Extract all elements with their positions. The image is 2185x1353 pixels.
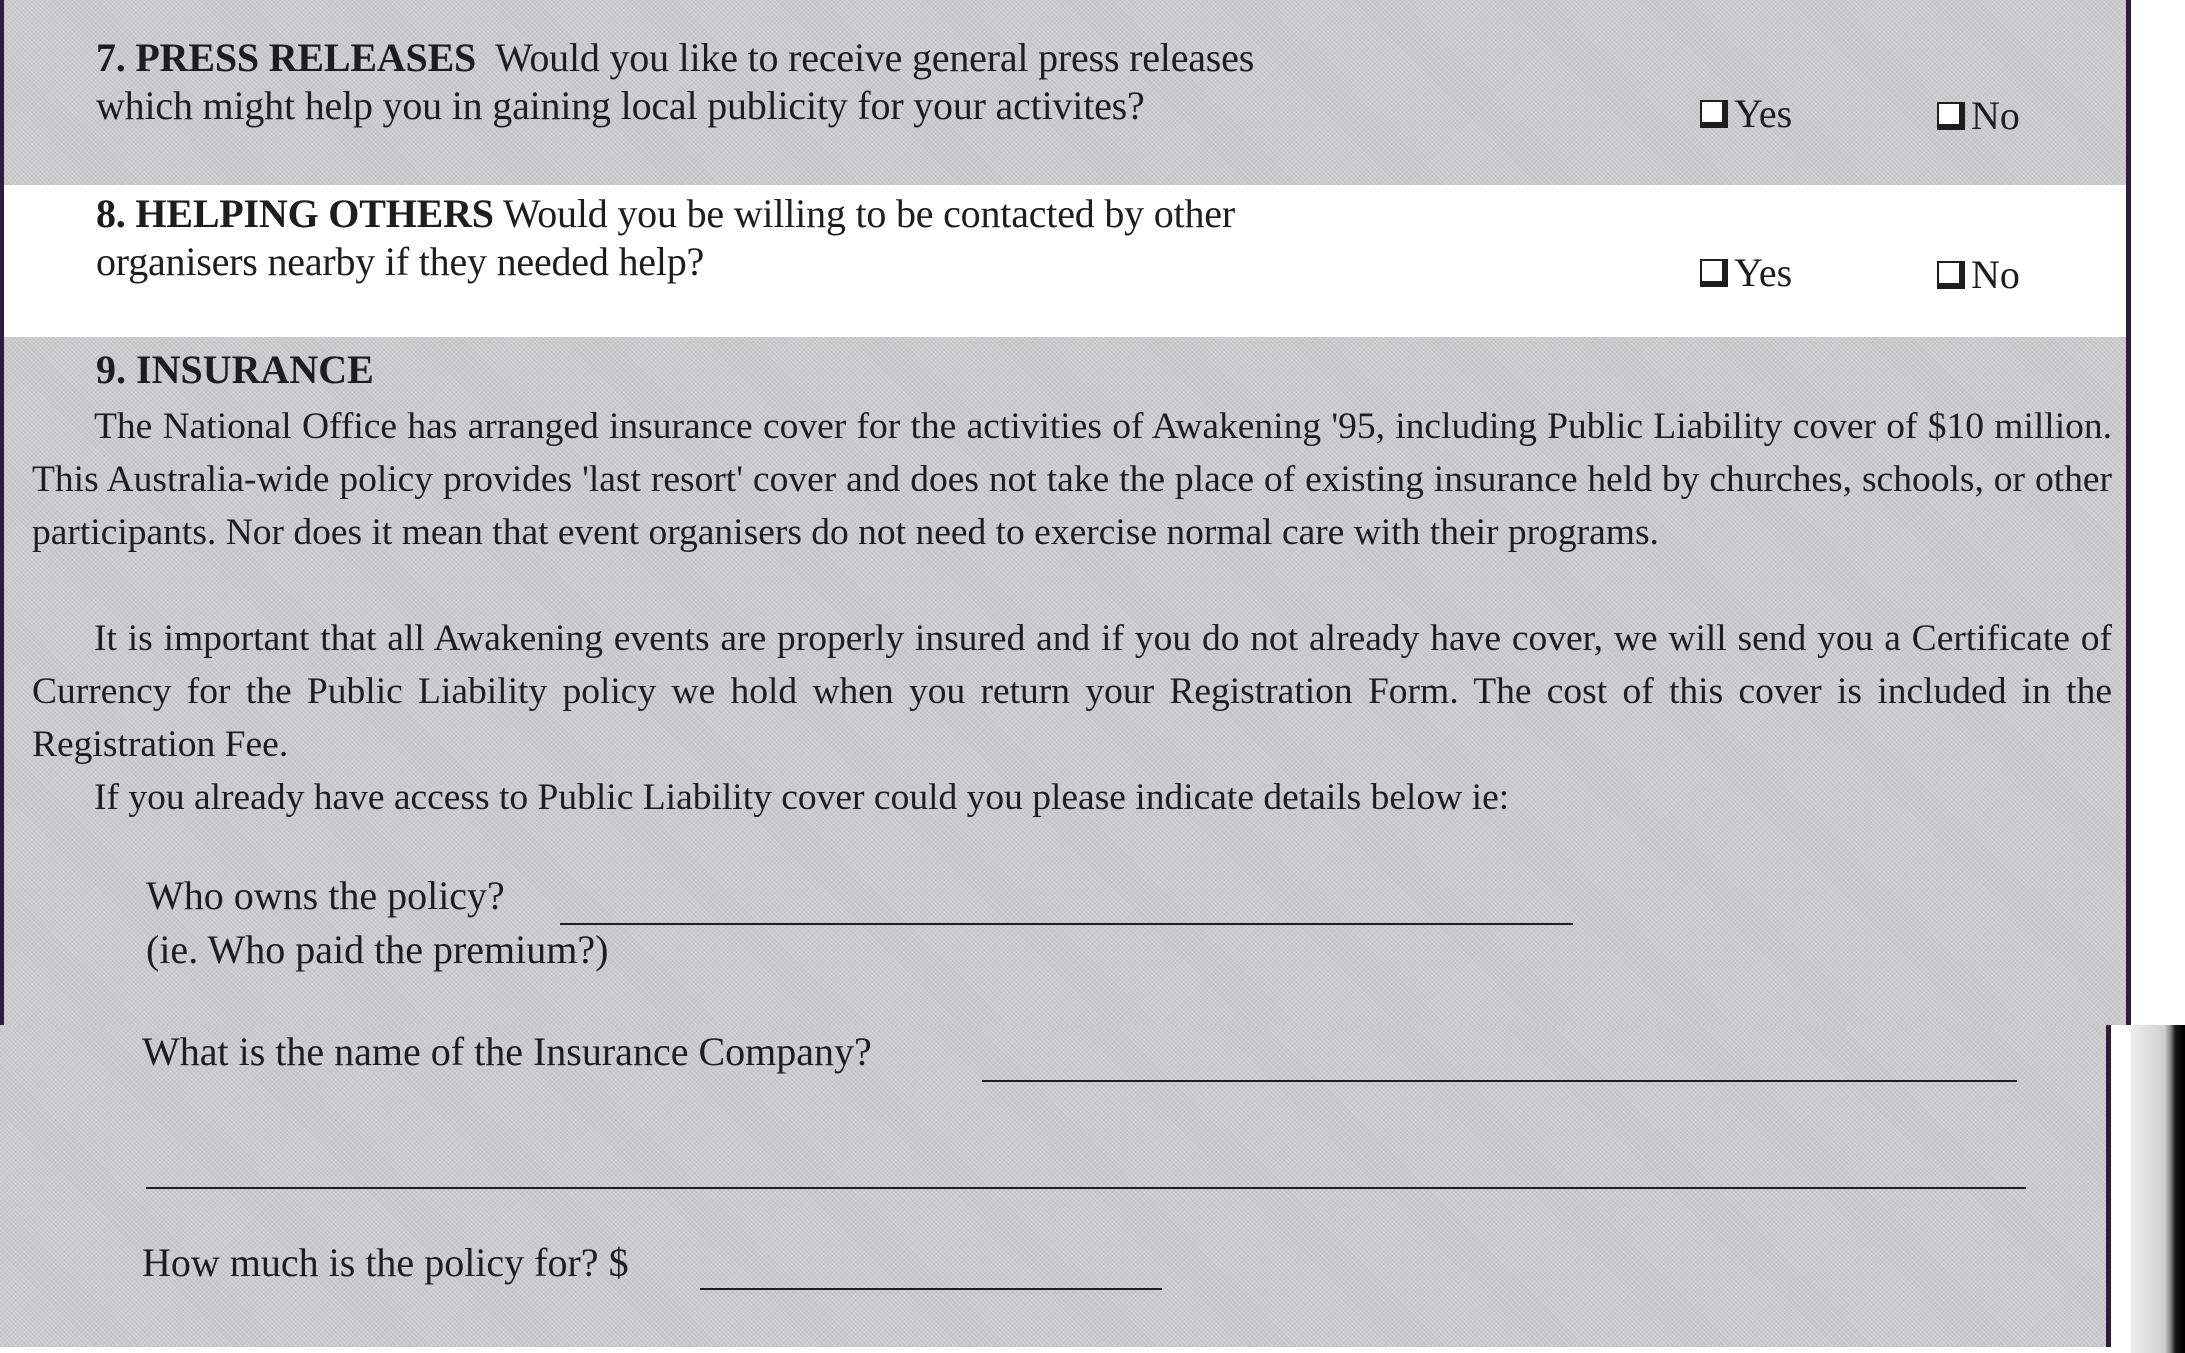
helping-others-yes-option[interactable]	[1700, 249, 1792, 297]
helping-others-heading: HELPING OTHERS	[135, 191, 494, 236]
press-releases-yes-checkbox[interactable]	[1700, 100, 1728, 128]
policy-owner-label: Who owns the policy?	[146, 873, 505, 918]
helping-others-line-1: Would you be willing to be contacted by other	[502, 191, 1235, 236]
insurance-paragraph-3: If you already have access to Public Liability cover could you please indicate details below ie:	[94, 777, 1510, 818]
scan-margin	[2131, 1025, 2164, 1353]
insurance-company-input-continued[interactable]	[146, 1187, 2026, 1189]
press-releases-yes-label: Yes	[1734, 91, 1793, 136]
press-releases-no-checkbox[interactable]	[1937, 102, 1965, 130]
press-releases-number: 7.	[96, 35, 126, 80]
scan-edge-shadow	[2164, 1025, 2185, 1353]
press-releases-yes-option[interactable]	[1700, 90, 1792, 138]
insurance-paragraph-2: It is important that all Awakening events are properly insured and if you do not already have cover, we will send you a Certificate of Currency for the Public Liability policy we hold when you return your Registration Form. The cost of this cover is included in the Registration Fee.	[32, 618, 2112, 765]
press-releases-no-label: No	[1971, 93, 2020, 138]
helping-others-no-option[interactable]	[1937, 251, 2020, 299]
helping-others-line-2: organisers nearby if they needed help?	[96, 239, 705, 284]
press-releases-no-option[interactable]	[1937, 92, 2020, 140]
insurance-heading: 9. INSURANCE	[96, 347, 374, 392]
helping-others-number: 8.	[96, 191, 126, 236]
press-releases-heading: PRESS RELEASES	[135, 35, 477, 80]
helping-others-yes-label: Yes	[1734, 250, 1793, 295]
insurance-company-input[interactable]	[982, 1080, 2017, 1082]
frame-border-right	[2126, 0, 2131, 1025]
helping-others-no-checkbox[interactable]	[1937, 261, 1965, 289]
policy-amount-input[interactable]	[700, 1288, 1162, 1290]
insurance-paragraph-1: The National Office has arranged insurance cover for the activities of Awakening '95, including Public Liability cover of $10 million. This Australia-wide policy provides 'last resort' cover and does not take the place of existing insurance held by churches, schools, or other participants. Nor does it mean that event organisers do not need to exercise normal care with their programs.	[32, 406, 2112, 553]
helping-others-yes-checkbox[interactable]	[1700, 259, 1728, 287]
helping-others-no-label: No	[1971, 252, 2020, 297]
helping-others-question	[96, 190, 1476, 286]
policy-owner-input[interactable]	[560, 923, 1573, 925]
frame-border-left	[0, 0, 4, 1025]
press-releases-question	[96, 34, 1476, 130]
frame-border-right-lower	[2106, 1025, 2111, 1347]
policy-amount-label: How much is the policy for? $	[142, 1240, 629, 1285]
press-releases-line-1: Would you like to receive general press releases	[495, 35, 1255, 80]
policy-owner-hint: (ie. Who paid the premium?)	[146, 927, 609, 972]
press-releases-line-2: which might help you in gaining local publicity for your activites?	[96, 83, 1145, 128]
insurance-company-label: What is the name of the Insurance Company?	[142, 1029, 872, 1074]
